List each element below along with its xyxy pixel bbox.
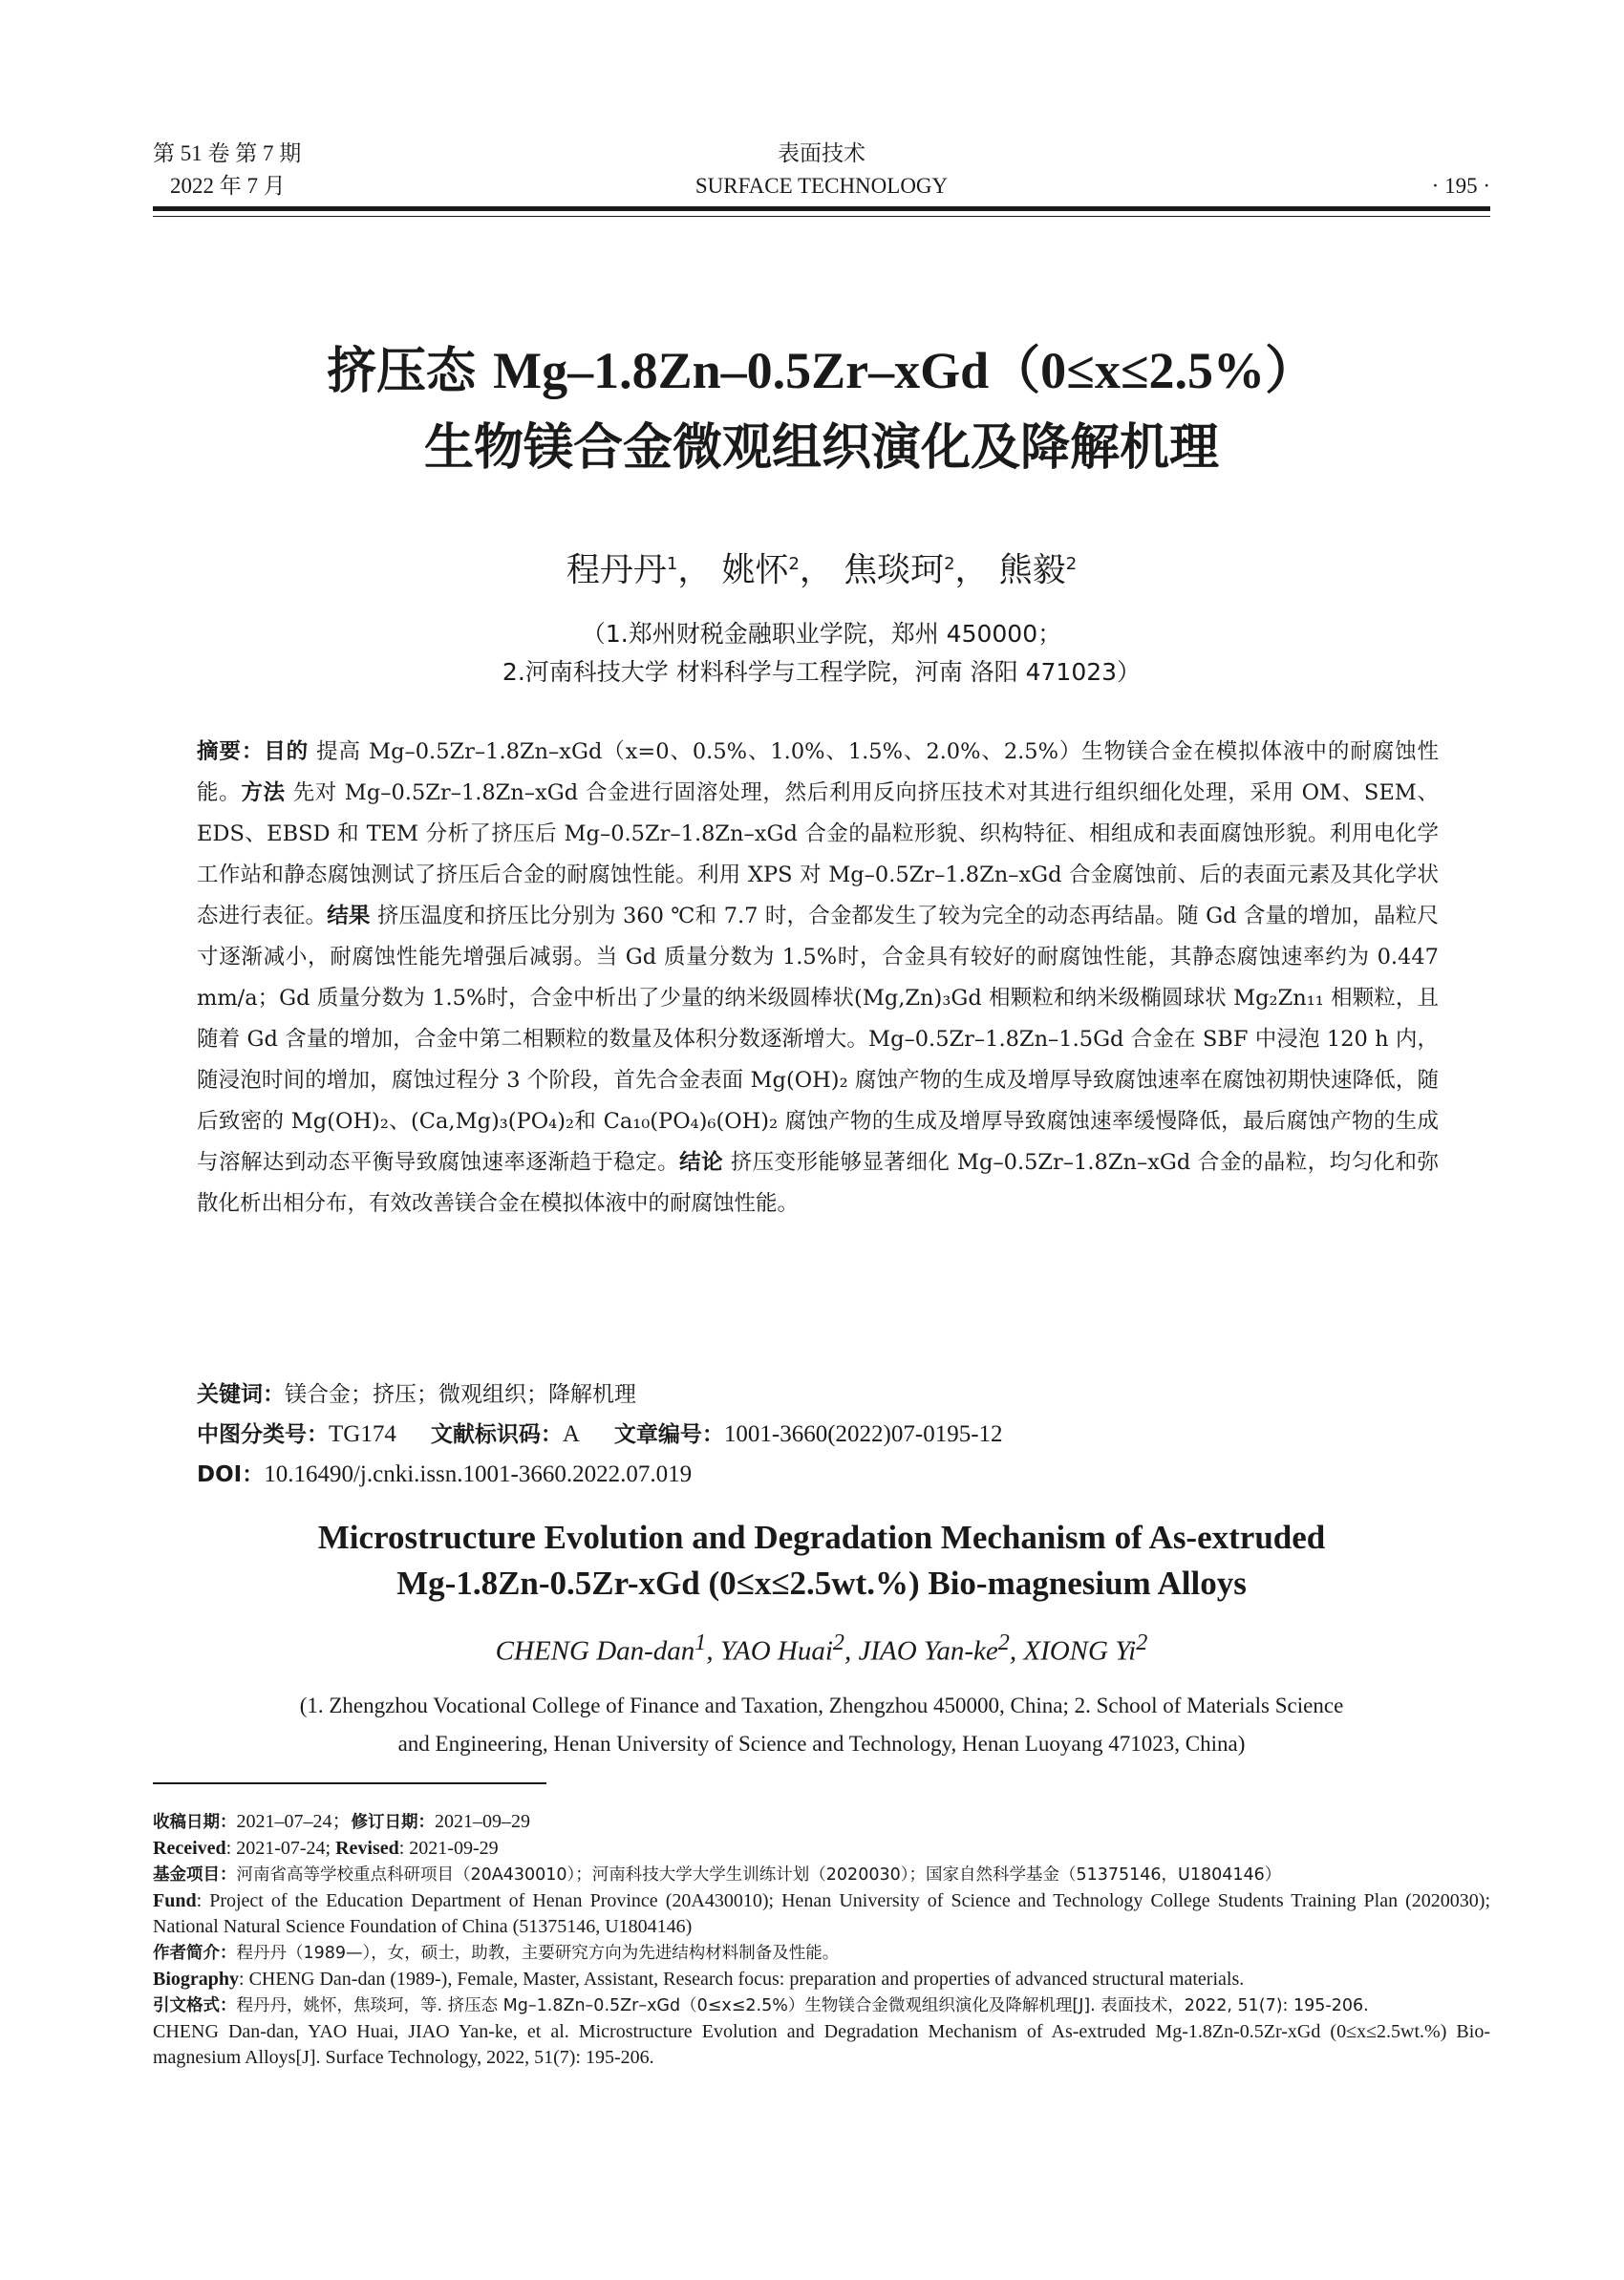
author-list-en: CHENG Dan-dan$^1$, YAO Huai$^2$, JIAO Yan-$ke^2$, XIONG Yi$^2$	[495, 1630, 1148, 1667]
author-en: XIONG Yi	[1023, 1635, 1137, 1667]
journal-name-en: SURFACE TECHNOLOGY	[694, 174, 949, 198]
citation-en: CHENG Dan-dan, YAO Huai, JIAO Yan-ke, et al. Microstructure Evolution and Degradation Mechanism of As-extruded Mg-1.8Zn-0.5Zr-xGd (0≤x≤2.5wt.%) Bio-magnesium Alloys[J]. Surface Technology, 2022, 51(7): 195-206.	[153, 2021, 1490, 2068]
article-no-label: 文章编号：	[613, 1422, 724, 1447]
doi-value[interactable]: 10.16490/j.cnki.issn.1001-3660.2022.07.019	[264, 1461, 693, 1487]
affiliations-cn	[153, 615, 1490, 692]
author-affil-mark: 2	[1136, 1630, 1148, 1655]
title-line-1	[153, 332, 1490, 410]
volume-issue: 第 51 卷 第 7 期	[153, 141, 302, 165]
paper-title-en	[153, 1515, 1490, 1607]
title-en-line-1: Microstructure Evolution and Degradation Mechanism of As-extruded	[317, 1519, 1326, 1556]
received-en: Received: 2021-07-24; Revised: 2021-09-29	[153, 1838, 499, 1859]
affiliation-line: （1.郑州财税金融职业学院，郑州 450000；	[581, 620, 1062, 648]
purpose-label: 目的	[264, 739, 310, 764]
footnotes	[153, 1809, 1490, 2071]
method-text: 先对 Mg–0.5Zr–1.8Zn–xGd 合金进行固溶处理，然后利用反向挤压技术对其进行组织细化处理，采用 OM、SEM、EDS、EBSD 和 TEM 分析了挤压后 Mg–0.5Zr–1.8Zn–xGd 合金的晶粒形貌、织构特征、相组成和表面腐蚀形貌。利用电化学工作站和静态腐蚀测试了挤压后合金的耐腐蚀性能。利用 XPS 对 Mg–0.5Zr–1.8Zn–xGd 合金腐蚀前、后的表面元素及其化学状态进行表征。	[197, 780, 1439, 928]
citation-cn: 引文格式：程丹丹，姚怀，焦琰珂，等. 挤压态 Mg–1.8Zn–0.5Zr–xGd（0≤x≤2.5%）生物镁合金微观组织演化及降解机理[J]. 表面技术，2022, 51(7): 195-206.	[153, 1996, 1369, 2015]
purpose-text: 提高 Mg–0.5Zr–1.8Zn–xGd（x=0、0.5%、1.0%、1.5%、2.0%、2.5%）生物镁合金在模拟体液中的耐腐蚀性能。	[197, 739, 1439, 805]
author-affil-mark: 1	[666, 554, 678, 574]
fund-cn: 基金项目：河南省高等学校重点科研项目（20A430010）；河南科技大学大学生训练计划（2020030）；国家自然科学基金（51375146，U1804146）	[153, 1865, 1282, 1885]
result-text: 挤压温度和挤压比分别为 360 ℃和 7.7 时，合金都发生了较为完全的动态再结晶。随 Gd 含量的增加，晶粒尺寸逐渐减小，耐腐蚀性能先增强后减弱。当 Gd 质量分数为 1.5%时，合金具有较好的耐腐蚀性能，其静态腐蚀速率约为 0.447 mm/a；Gd 质量分数为 1.5%时，合金中析出了少量的纳米级圆棒状(Mg,Zn)₃Gd 相颗粒和纳米级椭圆球状 Mg₂Zn₁₁ 相颗粒，且随着 Gd 含量的增加，合金中第二相颗粒的数量及体积分数逐渐增大。Mg–0.5Zr–1.8Zn–1.5Gd 合金在 SBF 中浸泡 120 h 内，随浸泡时间的增加，腐蚀过程分 3 个阶段，首先合金表面 Mg(OH)₂ 腐蚀产物的生成及增厚导致腐蚀速率在腐蚀初期快速降低，随后致密的 Mg(OH)₂、(Ca,Mg)₃(PO₄)₂和 Ca₁₀(PO₄)₆(OH)₂ 腐蚀产物的生成及增厚导致腐蚀速率缓慢降低，最后腐蚀产物的生成与溶解达到动态平衡导致腐蚀速率逐渐趋于稳定。	[197, 904, 1439, 1175]
issue-date: 2022 年 7 月	[170, 174, 286, 198]
keywords-value: 镁合金；挤压；微观组织；降解机理	[285, 1382, 636, 1407]
author-affil-mark: 2	[944, 554, 955, 574]
abstract-cn	[197, 732, 1439, 1225]
author-affil-mark: 2	[997, 1630, 1010, 1655]
doc-code-label: 文献标识码：	[430, 1422, 563, 1447]
author: 姚怀	[721, 551, 789, 590]
doc-code-value: A	[562, 1421, 580, 1447]
journal-name	[153, 138, 1490, 202]
page-number: · 195 ·	[1431, 174, 1490, 198]
biography-en: Biography: CHENG Dan-dan (1989-), Female, Master, Assistant, Research focus: preparation and properties of advanced structural materials.	[153, 1969, 1245, 1990]
author: 焦琰珂	[844, 551, 945, 590]
paper-title-cn	[153, 332, 1490, 486]
doi-label: DOI：	[197, 1462, 265, 1487]
title-alloy: Mg–1.8Zn–0.5Zr–xGd（0≤x≤2.5%）	[493, 342, 1316, 399]
article-no-value: 1001-3660(2022)07-0195-12	[723, 1421, 1003, 1447]
classification	[197, 1416, 1439, 1454]
title-en-line-2: Mg-1.8Zn-0.5Zr-xGd (0≤x≤2.5wt.%) Bio-magnesium Alloys	[396, 1565, 1247, 1602]
author: 程丹丹	[566, 551, 667, 590]
received-cn: 收稿日期：2021–07–24；修订日期：2021–09–29	[153, 1811, 530, 1832]
author-affil-mark: 2	[1065, 554, 1078, 574]
author-en: CHENG Dan-dan	[495, 1635, 695, 1667]
title-prefix: 挤压态	[327, 343, 494, 400]
author-en: JIAO Yan-ke	[858, 1635, 998, 1667]
result-label: 结果	[327, 904, 371, 928]
clc-label: 中图分类号：	[197, 1422, 329, 1447]
affiliations-en: (1. Zhengzhou Vocational College of Finance and Taxation, Zhengzhou 450000, China; 2. School of Materials Science and Engineering, Henan University of Science and Technology, Henan Luoyang 471023, China)	[299, 1694, 1344, 1756]
keywords-label: 关键词：	[197, 1382, 285, 1407]
affiliation-line: 2.河南科技大学 材料科学与工程学院，河南 洛阳 471023）	[502, 658, 1142, 686]
biography-cn: 作者简介：程丹丹（1989—），女，硕士，助教，主要研究方向为先进结构材料制备及性能。	[153, 1944, 840, 1963]
keywords	[197, 1375, 1439, 1414]
method-label: 方法	[241, 780, 286, 805]
title-line-2: 生物镁合金微观组织演化及降解机理	[423, 419, 1219, 477]
author-affil-mark: 2	[832, 1630, 844, 1655]
author-en: YAO Huai	[719, 1635, 833, 1667]
conclusion-label: 结论	[679, 1150, 724, 1175]
author: 熊毅	[998, 551, 1066, 590]
doi	[197, 1456, 1439, 1494]
header-rule-thick	[153, 206, 1490, 211]
author-affil-mark: 2	[788, 554, 800, 574]
footnote-rule	[153, 1782, 546, 1784]
conclusion-text: 挤压变形能够显著细化 Mg–0.5Zr–1.8Zn–xGd 合金的晶粒，均匀化和弥散化析出相分布，有效改善镁合金在模拟体液中的耐腐蚀性能。	[197, 1150, 1439, 1216]
author-list-cn: 程丹丹$^1$， 姚怀$^2$， 焦琰珂$^2$， 熊毅$^2$	[566, 551, 1078, 590]
author-affil-mark: 1	[694, 1630, 707, 1655]
header-rule-thin	[153, 216, 1490, 217]
running-header	[153, 134, 1490, 229]
journal-name-cn: 表面技术	[778, 141, 865, 165]
clc-value: TG174	[329, 1421, 396, 1447]
fund-en: Fund: Project of the Education Department of Henan Province (20A430010); Henan University of Science and Technology College Students Training Plan (2020030); National Natural Science Foundation of China (51375146, U1804146)	[153, 1890, 1490, 1937]
abstract-label: 摘要：	[197, 739, 265, 764]
